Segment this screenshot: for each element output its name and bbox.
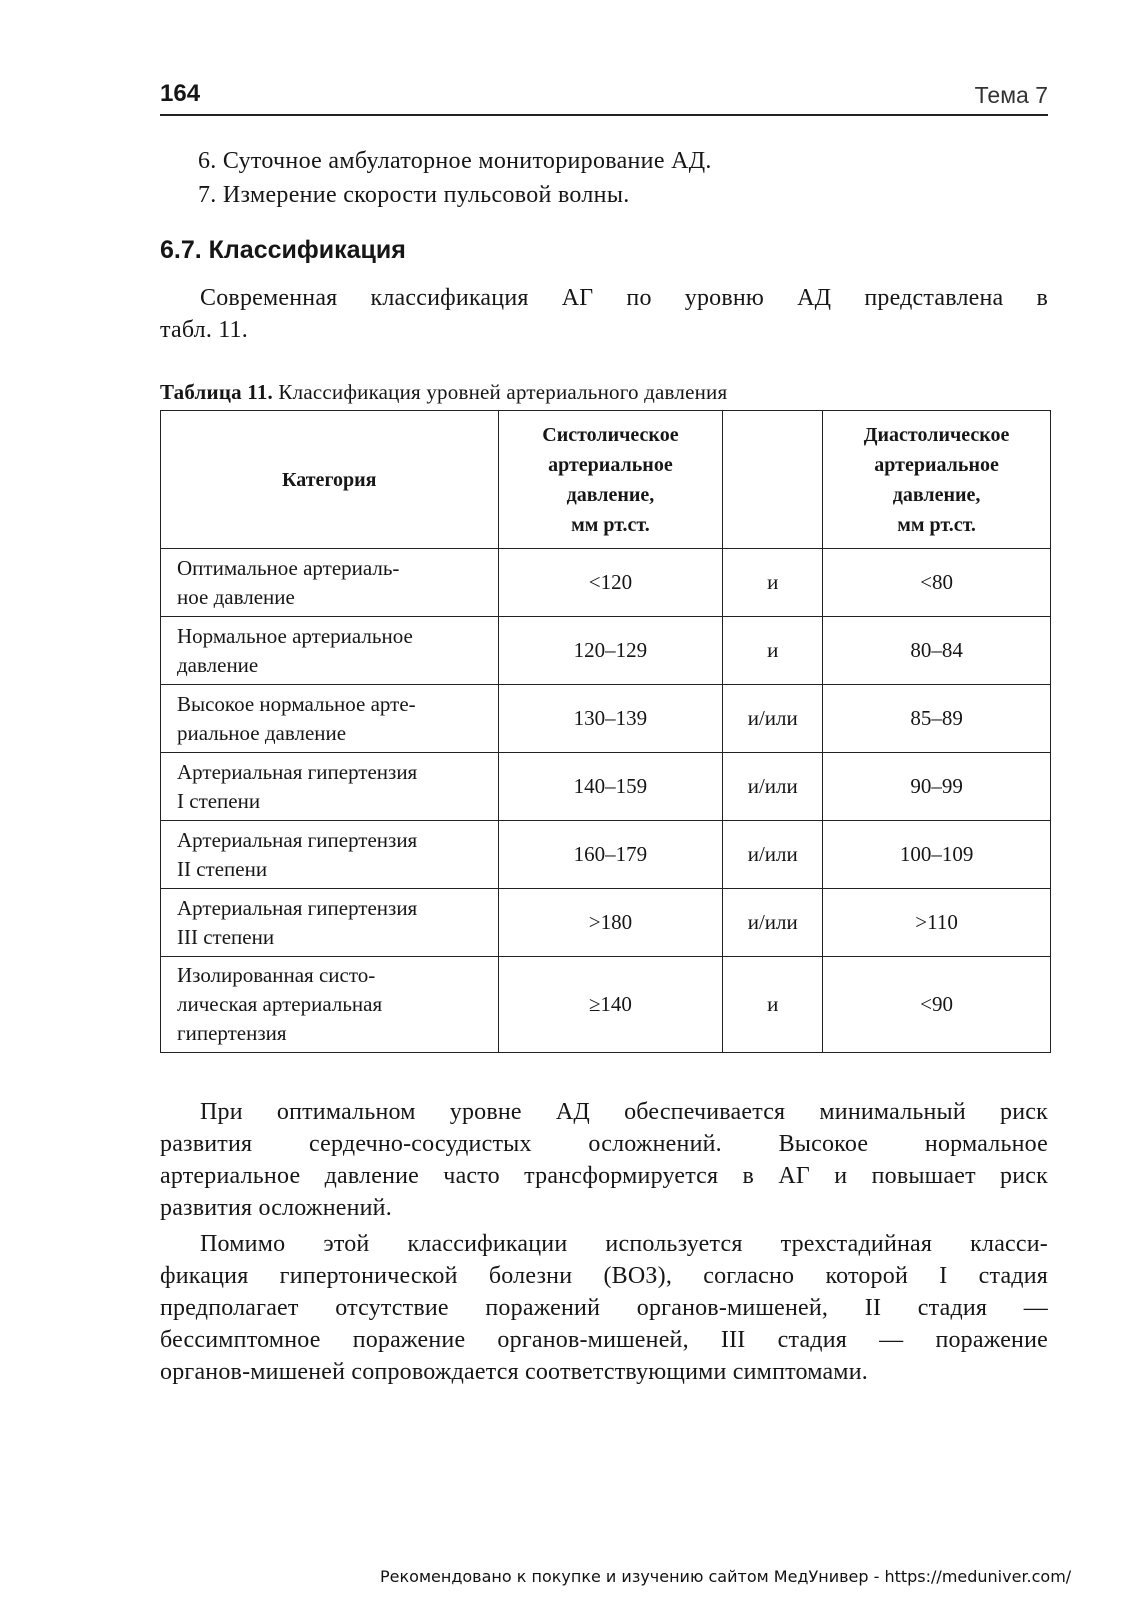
table-row (161, 957, 1051, 1053)
systolic-cell: <120 (498, 549, 723, 617)
diastolic-cell: 100–109 (823, 821, 1051, 889)
section-title: 6.7. Классификация (160, 236, 406, 264)
category-cell: Высокое нормальное арте- риальное давление (161, 685, 499, 753)
page-header (160, 78, 1048, 116)
text-line: развития сердечно-сосудистых осложнений. Высокое нормальное (160, 1131, 1048, 1157)
text-line: предполагает отсутствие поражений органов-мишеней, II стадия — (160, 1295, 1048, 1321)
systolic-cell: 140–159 (498, 753, 723, 821)
category-cell: Артериальная гипертензия III степени (161, 889, 499, 957)
diastolic-cell: >110 (823, 889, 1051, 957)
table-caption (160, 380, 727, 405)
table-row (161, 685, 1051, 753)
conjunction-cell: и/или (723, 821, 823, 889)
table-row (161, 753, 1051, 821)
table-row (161, 549, 1051, 617)
header-diastolic: Диастолическое артериальное давление, мм рт.ст. (823, 411, 1051, 549)
conjunction-cell: и/или (723, 753, 823, 821)
header-systolic: Систолическое артериальное давление, мм рт.ст. (498, 411, 723, 549)
conjunction-cell: и (723, 549, 823, 617)
systolic-cell: 130–139 (498, 685, 723, 753)
conjunction-cell: и/или (723, 685, 823, 753)
intro-paragraph (160, 282, 1048, 346)
diastolic-cell: <80 (823, 549, 1051, 617)
diastolic-cell: 85–89 (823, 685, 1051, 753)
text-line: При оптимальном уровне АД обеспечивается минимальный риск (200, 1099, 1048, 1125)
paragraph-risk (160, 1096, 1048, 1224)
text-line: бессимптомное поражение органов-мишеней, III стадия — поражение (160, 1327, 1048, 1353)
paragraph-who-stages (160, 1228, 1048, 1388)
table-caption-label: Таблица 11. (160, 380, 273, 404)
page-number: 164 (160, 80, 201, 107)
systolic-cell: 120–129 (498, 617, 723, 685)
running-title: Тема 7 (974, 82, 1048, 108)
header-conjunction (723, 411, 823, 549)
text-line: фикация гипертонической болезни (ВОЗ), согласно которой I стадия (160, 1263, 1048, 1289)
table-row (161, 821, 1051, 889)
diastolic-cell: <90 (823, 957, 1051, 1053)
category-cell: Оптимальное артериаль- ное давление (161, 549, 499, 617)
diastolic-cell: 90–99 (823, 753, 1051, 821)
list-item: 7. Измерение скорости пульсовой волны. (198, 182, 630, 208)
text-line: органов-мишеней сопровождается соответствующими симптомами. (160, 1359, 868, 1385)
text-line: Помимо этой классификации используется трехстадийная класси- (200, 1231, 1048, 1257)
conjunction-cell: и (723, 957, 823, 1053)
table-row (161, 617, 1051, 685)
list-item: 6. Суточное амбулаторное мониторирование АД. (198, 148, 712, 174)
conjunction-cell: и (723, 617, 823, 685)
category-cell: Артериальная гипертензия II степени (161, 821, 499, 889)
header-category: Категория (161, 411, 499, 549)
systolic-cell: 160–179 (498, 821, 723, 889)
systolic-cell: >180 (498, 889, 723, 957)
text-line: артериальное давление часто трансформируется в АГ и повышает риск (160, 1163, 1048, 1189)
footer-watermark: Рекомендовано к покупке и изучению сайтом МедУнивер - https://meduniver.com/ (380, 1567, 1072, 1586)
bp-classification-table (160, 410, 1051, 1053)
text-line: развития осложнений. (160, 1195, 392, 1221)
category-cell: Нормальное артериальное давление (161, 617, 499, 685)
systolic-cell: ≥140 (498, 957, 723, 1053)
conjunction-cell: и/или (723, 889, 823, 957)
category-cell: Артериальная гипертензия I степени (161, 753, 499, 821)
diastolic-cell: 80–84 (823, 617, 1051, 685)
table-caption-text: Классификация уровней артериального давления (272, 380, 728, 404)
text-line: Современная классификация АГ по уровню АД представлена в (200, 285, 1048, 311)
table-row (161, 889, 1051, 957)
text-line: табл. 11. (160, 317, 248, 343)
category-cell: Изолированная систо- лическая артериальная гипертензия (161, 957, 499, 1053)
table-header-row (161, 411, 1051, 549)
